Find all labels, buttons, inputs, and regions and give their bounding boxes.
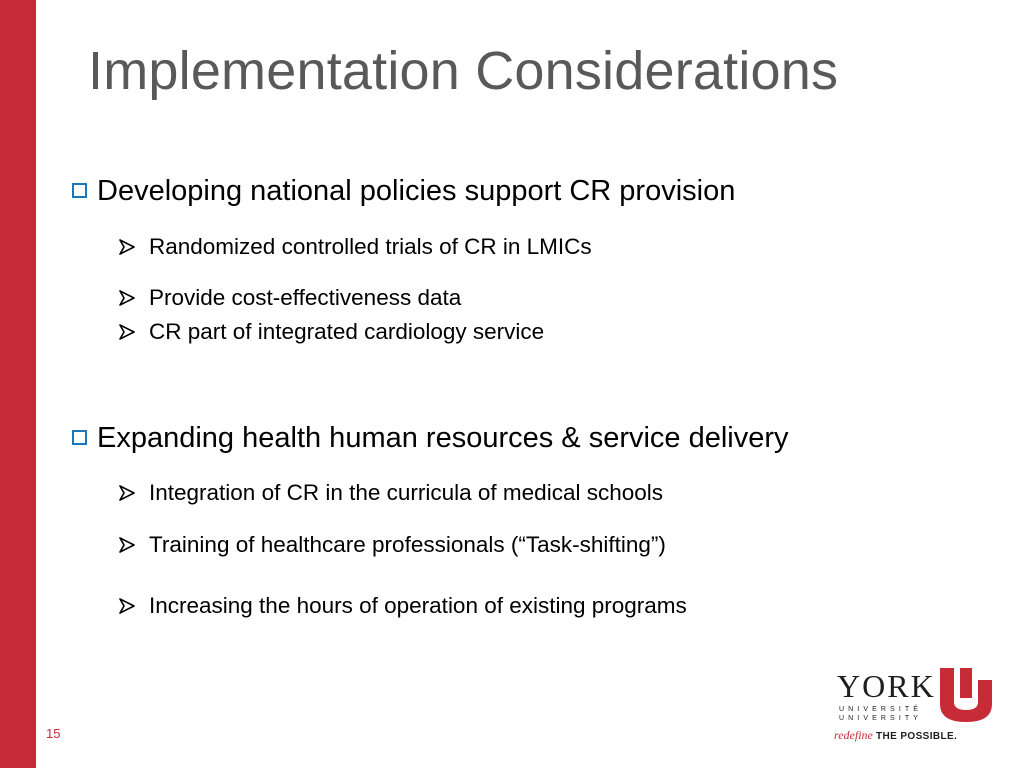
- arrow-bullet-icon: [118, 323, 136, 341]
- section-heading-text: Expanding health human resources & service delivery: [97, 422, 789, 454]
- logo-tagline: [834, 728, 957, 744]
- arrow-bullet-icon: [118, 238, 136, 256]
- york-u-icon: [940, 668, 992, 722]
- logo-university: UNIVERSITY: [839, 715, 923, 722]
- list-item: [118, 479, 663, 507]
- page-number: 15: [46, 726, 61, 741]
- list-item-text: Training of healthcare professionals (“Task-shifting”): [149, 532, 666, 557]
- list-item-text: Provide cost-effectiveness data: [149, 285, 462, 310]
- list-item-text: Integration of CR in the curricula of medical schools: [149, 480, 663, 505]
- list-item-text: CR part of integrated cardiology service: [149, 319, 545, 344]
- list-item: [118, 233, 592, 261]
- tagline-the-possible: THE POSSIBLE.: [875, 731, 958, 742]
- list-item: [118, 318, 544, 346]
- list-item: [118, 592, 687, 620]
- list-item-text: Randomized controlled trials of CR in LMICs: [149, 234, 592, 259]
- logo-wordmark: YORK: [837, 668, 936, 704]
- arrow-bullet-icon: [118, 536, 136, 554]
- list-item: [118, 284, 461, 312]
- square-bullet-icon: [72, 430, 87, 445]
- arrow-bullet-icon: [118, 597, 136, 615]
- tagline-redefine: redefine: [834, 728, 873, 742]
- section-heading-text: Developing national policies support CR provision: [97, 175, 736, 207]
- list-item: [118, 531, 666, 559]
- section-heading-resources: [72, 421, 789, 455]
- slide-title: Implementation Considerations: [88, 41, 839, 101]
- square-bullet-icon: [72, 183, 87, 198]
- logo-universite: UNIVERSITÉ: [839, 706, 923, 713]
- left-accent-bar: [0, 0, 36, 768]
- arrow-bullet-icon: [118, 484, 136, 502]
- arrow-bullet-icon: [118, 289, 136, 307]
- york-university-logo: [834, 668, 994, 744]
- section-heading-policies: [72, 174, 735, 208]
- list-item-text: Increasing the hours of operation of existing programs: [149, 593, 687, 618]
